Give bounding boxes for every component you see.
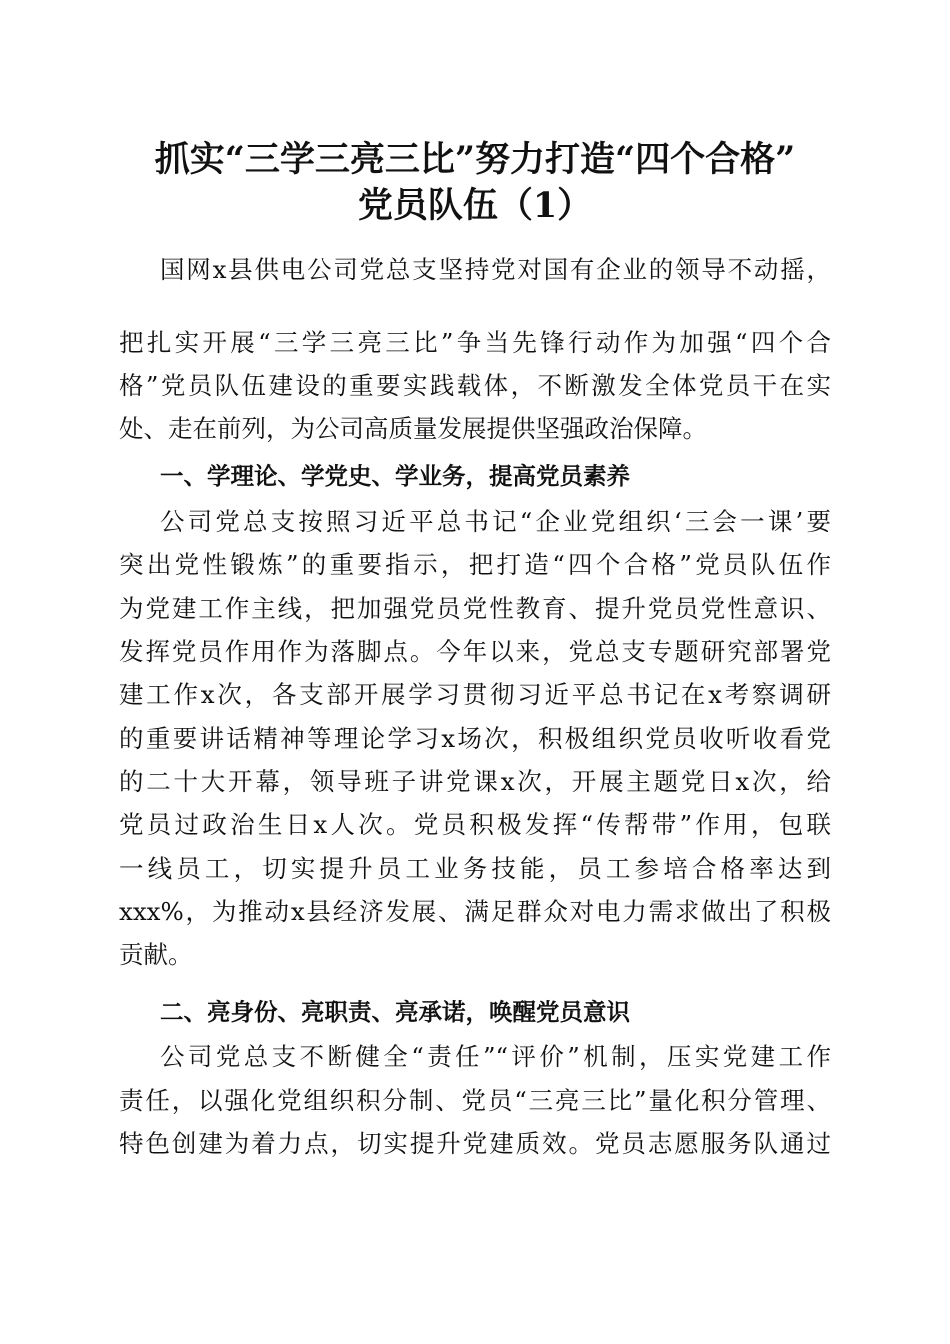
paragraph-2-line-3: 为党建工作主线，把加强党员党性教育、提升党员党性意识、 bbox=[119, 594, 831, 623]
paragraph-2-line-8: 党员过政治生日x人次。党员积极发挥“传帮带”作用，包联 bbox=[119, 810, 831, 839]
paragraph-3-line-3: 特色创建为着力点，切实提升党建质效。党员志愿服务队通过 bbox=[119, 1129, 831, 1158]
section-heading-2: 二、亮身份、亮职责、亮承诺，唤醒党员意识 bbox=[160, 998, 630, 1026]
paragraph-2-line-4: 发挥党员作用作为落脚点。今年以来，党总支专题研究部署党 bbox=[119, 637, 831, 666]
paragraph-2-line-6: 的重要讲话精神等理论学习x场次，积极组织党员收听收看党 bbox=[119, 724, 831, 753]
section-heading-1: 一、学理论、学党史、学业务，提高党员素养 bbox=[160, 462, 630, 490]
title-line-2: 党员队伍（1） bbox=[357, 185, 593, 226]
title-line-1: 抓实“三学三亮三比”努力打造“四个合格” bbox=[154, 139, 796, 180]
paragraph-2-line-5: 建工作x次，各支部开展学习贯彻习近平总书记在x考察调研 bbox=[119, 680, 831, 709]
paragraph-3-line-1: 公司党总支不断健全“责任”“评价”机制，压实党建工作 bbox=[160, 1042, 831, 1071]
paragraph-1-line-2: 把扎实开展“三学三亮三比”争当先锋行动作为加强“四个合 bbox=[119, 328, 831, 357]
paragraph-1-line-1: 国网x县供电公司党总支坚持党对国有企业的领导不动摇， bbox=[160, 255, 831, 284]
paragraph-2-line-7: 的二十大开幕，领导班子讲党课x次，开展主题党日x次，给 bbox=[119, 767, 831, 796]
paragraph-3-line-2: 责任，以强化党组织积分制、党员“三亮三比”量化积分管理、 bbox=[119, 1086, 831, 1115]
paragraph-1-line-4: 处、走在前列，为公司高质量发展提供坚强政治保障。 bbox=[119, 414, 707, 443]
paragraph-1-line-3: 格”党员队伍建设的重要实践载体，不断激发全体党员干在实 bbox=[119, 371, 831, 400]
paragraph-2-line-2: 突出党性锻炼”的重要指示，把打造“四个合格”党员队伍作 bbox=[119, 550, 831, 579]
paragraph-2-line-10: xxx%，为推动x县经济发展、满足群众对电力需求做出了积极 bbox=[119, 897, 831, 926]
paragraph-2-line-9: 一线员工，切实提升员工业务技能，员工参培合格率达到 bbox=[119, 854, 831, 883]
paragraph-2-line-1: 公司党总支按照习近平总书记“企业党组织‘三会一课’要 bbox=[160, 507, 831, 536]
paragraph-2-line-11: 贡献。 bbox=[119, 940, 193, 969]
